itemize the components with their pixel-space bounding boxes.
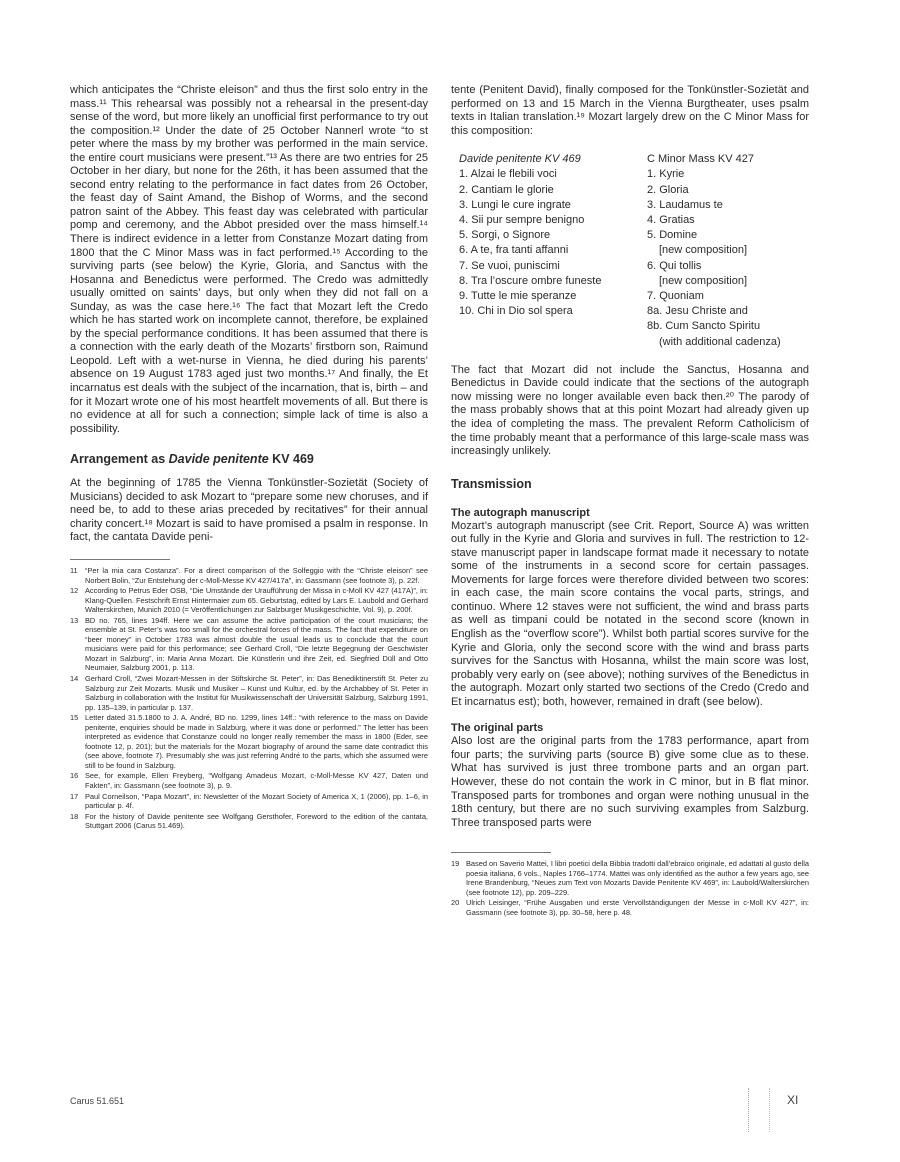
footnote-text: According to Petrus Eder OSB, “Die Umstände der Uraufführung der Missa in c-Moll KV 427 (417A)”, in: Klang-Quellen. Festschrift Ernst Hintermaier zum 65. Geburtstag, edited by Lars E. Laubold and Gerhard Walterskirchen, Munich 2010 (= Veröffentlichungen zur Salzburger Musikgeschichte, Vol. 9), p. 200f. [85, 586, 429, 615]
footnote-11 [70, 566, 428, 585]
comparison-item: 5. Sorgi, o Signore [459, 229, 551, 242]
footnote-text: Gerhard Croll, “Zwei Mozart-Messen in der Stiftskirche St. Peter”, in: Das Benediktinerstift St. Peter zu Salzburg zur Zeit Mozarts. Musik und Musiker – Kunst und Kultur, ed. by the Archabbey of St. Peter in Salzburg in collaboration with the Institut für Musikwissenschaft der Universität Salzburg, Salzburg 1991, pp. 135–139, in particular p. 137. [85, 673, 428, 712]
after-list-paragraph: The fact that Mozart did not include the Sanctus, Hosanna and Benedictus in Davide could indicate that the sections of the autograph now missing were no longer available even back then.²⁰ The parody of the mass probably shows that at this point Mozart had already given up the idea of completing the mass. The prevalent Reform Catholicism of the time probably meant that a performance of this large-scale mass was increasingly unlikely. [451, 363, 809, 458]
comparison-item: 6. A te, fra tanti affanni [459, 244, 569, 257]
section-heading-suffix: KV 469 [268, 452, 314, 467]
footnote-number: 17 [70, 791, 79, 801]
footnote-number: 20 [451, 898, 460, 908]
footnote-number: 18 [70, 811, 79, 821]
comparison-item: 2. Cantiam le glorie [459, 183, 554, 196]
parts-paragraph: Also lost are the original parts from the 1783 performance, apart from four parts; the surviving parts (source B) give some clue as to these. What has survived is just three trombone parts and an organ part. However, these do not contain the work in C minor, but in B flat minor. Transposed parts for trombones and organ were nothing unusual in the 18th century, but there are no such surviving examples from Salzburg. Three transposed parts were [451, 735, 809, 829]
footnote-17 [70, 792, 428, 811]
footnote-number: 15 [70, 713, 79, 723]
comparison-item: [new composition] [659, 274, 748, 287]
footnote-number: 12 [70, 586, 79, 596]
catalog-number: Carus 51.651 [70, 1096, 125, 1106]
right-footnote-divider [451, 852, 551, 853]
comparison-item: 9. Tutte le mie speranze [459, 290, 577, 303]
footnote-divider [70, 559, 170, 560]
comparison-item: (with additional cadenza) [659, 335, 781, 348]
comparison-list-davide [459, 167, 647, 319]
footnote-text: Letter dated 31.5.1800 to J. A. André, BD no. 1299, lines 14ff.: “with reference to the mass on Davide penitente, enquiries should be made in Salzburg, where it was done or performed.” The letter has been interpreted as evidence that Constanze could no longer really remember the mass in 1800 (Eder, see footnote 12, p. 201); but the materials for the Mozart biography of around the same date contradict this (see above, footnote 7). Presumably she was just referring André to the parts, which she assumed were still to be found in Salzburg. [85, 713, 428, 770]
right-intro-paragraph: tente (Penitent David), finally composed for the Tonkünstler-Sozietät and performed on 13 and 15 March in the Vienna Burgtheater, uses psalm texts in Italian translation.¹⁹ Mozart largely drew on the C Minor Mass for this composition: [451, 84, 809, 137]
section-heading-arrangement [70, 451, 428, 467]
autograph-heading: The autograph manuscript [451, 506, 590, 519]
footnote-text: For the history of Davide penitente see Wolfgang Gersthofer, Foreword to the edition of the cantata, Stuttgart 2006 (Carus 51.469). [85, 811, 428, 831]
footnote-text: See, for example, Ellen Freyberg, “Wolfgang Amadeus Mozart, c-Moll-Messe KV 427, Daten und Fakten”, in: Gassmann (see footnote 3), p. 9. [85, 771, 428, 790]
comparison-header-mass: C Minor Mass KV 427 [647, 153, 754, 166]
footnote-13 [70, 616, 428, 673]
comparison-item: 8a. Jesu Christe and [647, 305, 748, 318]
intro-paragraph: which anticipates the “Christe eleison” and thus the first solo entry in the mass.¹¹ This rehearsal was possibly not a rehearsal in the present-day sense of the word, but more likely an unofficial first performance to try out the composition.¹² Under the date of 25 October Nannerl wrote “to st peter where the mass by my brother was performed in the main service. the entire court musicians were present.”¹³ As there are two entries for 25 October in her diary, but none for the 26th, it has been assumed that the second entry relating to the performance in fact dates from 26 October, the feast day of Saint Amand, the Bishop of Worms, and the second patron saint of the Abbey. This feast day was celebrated with particular pomp and ceremony, and the Abbot presided over the mass himself.¹⁴ There is indirect evidence in a letter from Constanze Mozart dating from 1800 that the C Minor Mass was in fact performed.¹⁵ According to the surviving parts (see below) the Kyrie, Gloria, and Sanctus with the Hosanna and Benedictus were performed. The Credo was admittedly usually omitted on saints’ days, but only when they did not fall on a Sunday, as was the case here.¹⁶ The fact that Mozart left the Credo which he has started work on incomplete cannot, therefore, be explained by the special performance conditions. It has been assumed that there is a connection with the early death of the Mozarts’ firstborn son, Raimund Leopold. Left with a wet-nurse in Vienna, he died during his parents’ absence on 19 August 1783 aged just two months.¹⁷ And finally, the Et incarnatus est deals with the subject of the incarnation, that is, birth – and for it Mozart wrote one of his most heartfelt movements of all. But there is no evidence at all for such a connection; simple lack of time is also a possibility. [70, 84, 428, 435]
right-intro-wrap [451, 84, 809, 138]
transmission-heading: Transmission [451, 476, 532, 491]
footnote-number: 13 [70, 615, 79, 625]
comparison-header-davide [459, 152, 647, 167]
left-intro-text [70, 84, 428, 436]
comparison-list-mass [647, 167, 807, 349]
comparison-item: 3. Lungi le cure ingrate [459, 198, 571, 211]
footnote-text: BD no. 765, lines 194ff. Here we can assume the active participation of the court musicians; the ensemble at St. Peter’s was too small for the orchestral forces of the mass. The fact that expenditure on “beer money” in October 1783 was almost double the usual leads us to conclude that the court musicians were paid for this performance; see Gerhard Croll, “Die letzte Begegnung der Geschwister Mozart in Salzburg”, in: Maria Anna Mozart. Die Künstlerin und ihre Zeit, ed. Siegfried Düll and Otto Neumaier, Salzburg 2001, p. 113. [85, 615, 428, 673]
comparison-item: [new composition] [659, 244, 748, 257]
footnote-19 [451, 859, 809, 897]
footnote-15 [70, 713, 428, 770]
comparison-item: 4. Gratias [647, 214, 695, 226]
footnote-12 [70, 586, 428, 615]
footnote-14 [70, 674, 428, 712]
comparison-col-davide [459, 152, 647, 350]
section-heading-prefix: Arrangement as [70, 452, 169, 467]
footnote-number: 16 [70, 771, 79, 781]
comparison-item: 3. Laudamus te [647, 198, 723, 211]
comparison-item: 10. Chi in Dio sol spera [459, 305, 573, 318]
comparison-item: 5. Domine [647, 229, 698, 242]
footnote-number: 19 [451, 859, 460, 869]
comparison-item: 1. Kyrie [647, 168, 685, 181]
comparison-item: 8. Tra l’oscure ombre funeste [459, 274, 602, 287]
footnote-text: Based on Saverio Mattei, I libri poetici della Bibbia tradotti dall’ebraico originale, ed adattati al gusto della poesia italiana, 6 vols., Naples 1766–1774. Mattei was only identified as the author a few years ago, see Irene Brandenburg, “Neues zum Text von Mozarts Davide Penitente KV 469”, in: Laubold/Walterskirchen (see footnote 12), pp. 209–229. [466, 859, 809, 897]
footnote-text: “Per la mia cara Costanza”. For a direct comparison of the Solfeggio with the “Christe eleison” see Norbert Bolin, “Zur Entstehung der c-Moll-Messe KV 427/417a”, in: Gassmann (see footnote 3), p. 22f. [85, 565, 428, 585]
comparison-col-mass [647, 152, 807, 350]
comparison-item: 6. Qui tollis [647, 259, 702, 272]
arrangement-paragraph-wrap [70, 477, 428, 545]
right-column [451, 84, 809, 918]
parts-heading: The original parts [451, 722, 544, 735]
comparison-table [459, 152, 809, 350]
footnote-text: Ulrich Leisinger, “Frühe Ausgaben und erste Vervollständigungen der Messe in c-Moll KV 427”, in: Gassmann (see footnote 3), pp. 30–58, here p. 48. [466, 898, 809, 917]
left-footnotes [70, 566, 428, 831]
footnote-18 [70, 812, 428, 831]
margin-dots-decoration [748, 1088, 770, 1132]
arrangement-paragraph: At the beginning of 1785 the Vienna Tonkünstler-Sozietät (Society of Musicians) decided to ask Mozart to “prepare some new choruses, and if need be, to add to these arias preceded by recitatives” for their annual charity concert.¹⁸ Mozart is said to have promised a psalm in response. In fact, the cantata Davide peni- [70, 477, 429, 544]
comparison-item: 8b. Cum Sancto Spiritu [647, 320, 761, 333]
footnote-20 [451, 898, 809, 917]
section-heading-italic: Davide penitente [168, 452, 269, 467]
footnote-text: Paul Corneilson, “Papa Mozart”, in: Newsletter of the Mozart Society of America X, 1 (2006), pp. 1–6, in particular p. 4f. [85, 791, 428, 811]
comparison-item: 1. Alzai le flebili voci [459, 168, 557, 181]
right-footnotes [451, 859, 809, 917]
footnote-16 [70, 771, 428, 790]
comparison-item: 7. Quoniam [647, 290, 704, 303]
parts-wrap [451, 735, 809, 830]
comparison-item: 2. Gloria [647, 183, 689, 196]
footnote-number: 14 [70, 673, 79, 683]
comparison-item: 7. Se vuoi, puniscimi [459, 259, 560, 272]
comparison-item: 4. Sii pur sempre benigno [459, 214, 585, 226]
page-number: XI [787, 1093, 799, 1107]
comparison-header-davide-text: Davide penitente KV 469 [459, 153, 581, 166]
left-column [70, 84, 428, 832]
footnote-number: 11 [70, 565, 78, 575]
after-list-wrap [451, 364, 809, 459]
autograph-paragraph: Mozart’s autograph manuscript (see Crit. Report, Source A) was written out fully in the Kyrie and Gloria and survives in full. The restriction to 12-stave manuscript paper in landscape format made it necessary to notate some of the instruments in a second score for certain passages. Movements for large forces were therefore divided between two scores: in each case, the main score contains the vocal parts, strings, and continuo. Where 12 staves were not sufficient, the wind and brass parts as well as timpani could be notated in the second score (known in English as the “overflow score”). Whilst both partial scores survive for the Kyrie and Gloria, only the second score with the wind and brass parts survives for the Sanctus with Hosanna, whilst the main score was lost, probably very early on (see above); nothing survives of the Benedictus in the autograph. Mozart only started two sections of the Credo (Credo and Et incarnatus est); both, however, remained in draft (see below). [451, 519, 809, 708]
autograph-wrap [451, 520, 809, 710]
